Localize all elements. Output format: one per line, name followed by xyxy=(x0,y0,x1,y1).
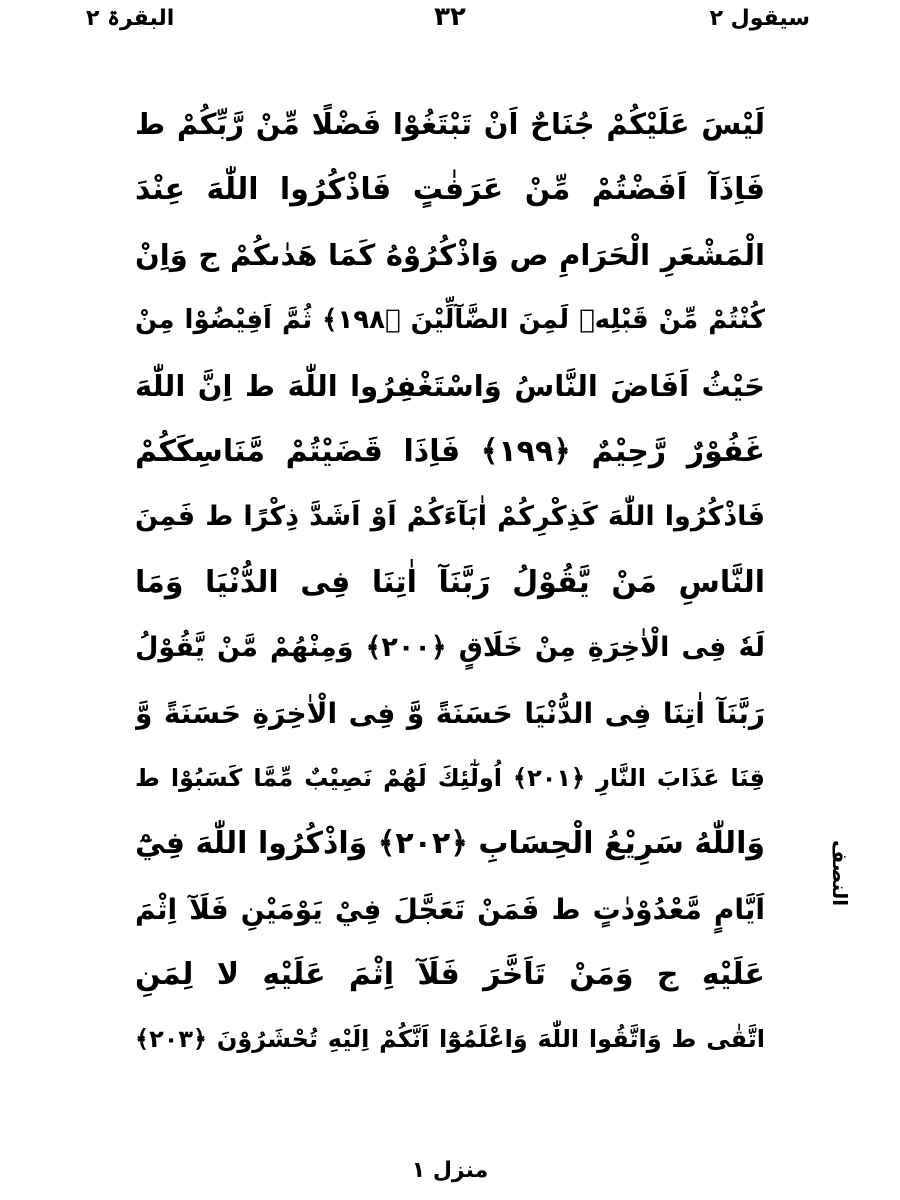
verse-line: كُنْتُمْ مِّنْ قَبْلِهٖ لَمِنَ الضَّآلِّيْنَ ﴿١٩٨﴾ ثُمَّ اَفِيْضُوْا مِنْ xyxy=(135,305,765,336)
juz-name: سیقول ٢ xyxy=(709,6,810,31)
verse-line: قِنَا عَذَابَ النَّارِ ﴿٢٠١﴾ اُولٰٓئِكَ لَهُمْ نَصِيْبٌ مِّمَّا كَسَبُوْا ط xyxy=(135,763,765,792)
verse-line: غَفُوْرٌ رَّحِيْمٌ ﴿١٩٩﴾ فَاِذَا قَضَيْتُمْ مَّنَاسِكَكُمْ xyxy=(135,433,765,469)
verse-block xyxy=(135,92,765,1073)
verse-line: وَاللّٰهُ سَرِيْعُ الْحِسَابِ ﴿٢٠٢﴾ وَاذْكُرُوا اللّٰهَ فِيْٓ xyxy=(135,826,765,862)
manzil-footer: منزل ١ xyxy=(411,1158,489,1183)
verse-line: رَبَّنَآ اٰتِنَا فِى الدُّنْيَا حَسَنَةً وَّ فِى الْاٰخِرَةِ حَسَنَةً وَّ xyxy=(135,696,765,730)
verse-line: لَهٗ فِى الْاٰخِرَةِ مِنْ خَلَاقٍ ﴿٢٠٠﴾ وَمِنْهُمْ مَّنْ يَّقُوْلُ xyxy=(135,632,765,664)
verse-line: حَيْثُ اَفَاضَ النَّاسُ وَاسْتَغْفِرُوا اللّٰهَ ط اِنَّ اللّٰهَ xyxy=(135,368,765,403)
verse-line: لَيْسَ عَلَيْكُمْ جُنَاحٌ اَنْ تَبْتَغُوْا فَضْلًا مِّنْ رَّبِّكُمْ ط xyxy=(135,107,765,141)
verse-line: فَاذْكُرُوا اللّٰهَ كَذِكْرِكُمْ اٰبَآءَكُمْ اَوْ اَشَدَّ ذِكْرًا ط فَمِنَ xyxy=(135,501,765,533)
verse-line: اَيَّامٍ مَّعْدُوْدٰتٍ ط فَمَنْ تَعَجَّلَ فِيْ يَوْمَيْنِ فَلَآ اِثْمَ xyxy=(135,892,765,926)
verse-line: النَّاسِ مَنْ يَّقُوْلُ رَبَّنَآ اٰتِنَا فِى الدُّنْيَا وَمَا xyxy=(135,564,765,600)
verse-line: عَلَيْهِ ج وَمَنْ تَاَخَّرَ فَلَآ اِثْمَ عَلَيْهِ لا لِمَنِ xyxy=(135,957,765,993)
verse-line: الْمَشْعَرِ الْحَرَامِ ص وَاذْكُرُوْهُ كَمَا هَدٰىكُمْ ج وَاِنْ xyxy=(135,237,765,272)
margin-note: النصف xyxy=(828,840,852,907)
verse-line: فَاِذَآ اَفَضْتُمْ مِّنْ عَرَفٰتٍ فَاذْكُرُوا اللّٰهَ عِنْدَ xyxy=(135,172,765,208)
verse-line: اتَّقٰى ط وَاتَّقُوا اللّٰهَ وَاعْلَمُوْٓا اَنَّكُمْ اِلَيْهِ تُحْشَرُوْنَ ﴿٢٠٣﴾ xyxy=(135,1025,765,1054)
page-header xyxy=(0,0,900,44)
page-number: ٣٢ xyxy=(434,2,466,32)
surah-name: البقرۃ ٢ xyxy=(86,6,175,31)
